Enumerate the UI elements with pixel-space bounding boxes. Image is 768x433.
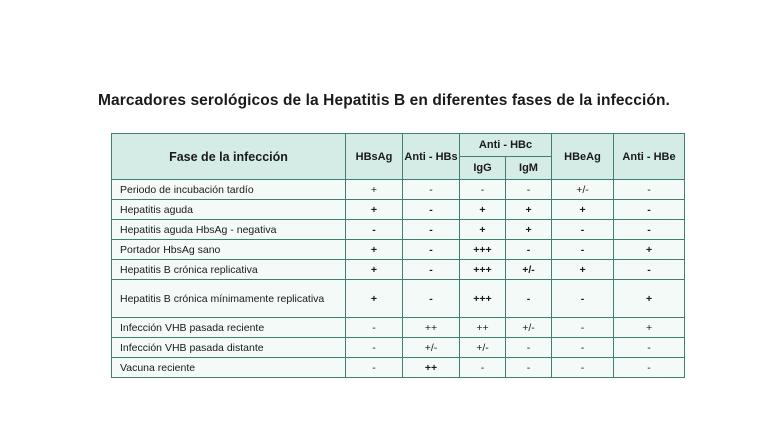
hbsag-cell: - bbox=[346, 358, 403, 378]
hbeag-cell: - bbox=[552, 358, 614, 378]
hbsag-cell: + bbox=[346, 260, 403, 280]
hbsag-cell: - bbox=[346, 338, 403, 358]
phase-cell: Hepatitis aguda HbsAg - negativa bbox=[112, 220, 346, 240]
phase-cell: Portador HbsAg sano bbox=[112, 240, 346, 260]
anti-hbs-cell: - bbox=[403, 200, 460, 220]
anti-hbs-cell: - bbox=[403, 280, 460, 318]
header-anti-hbs: Anti - HBs bbox=[403, 134, 460, 180]
anti-hbe-cell: - bbox=[614, 180, 685, 200]
anti-hbe-cell: - bbox=[614, 260, 685, 280]
hbeag-cell: - bbox=[552, 220, 614, 240]
anti-hbs-cell: - bbox=[403, 180, 460, 200]
igg-cell: +++ bbox=[460, 280, 506, 318]
table-row bbox=[112, 180, 685, 200]
header-phase: Fase de la infección bbox=[112, 134, 346, 180]
table-row bbox=[112, 260, 685, 280]
hbeag-cell: + bbox=[552, 200, 614, 220]
hbsag-cell: - bbox=[346, 220, 403, 240]
hbeag-cell: - bbox=[552, 338, 614, 358]
anti-hbe-cell: + bbox=[614, 280, 685, 318]
hbsag-cell: + bbox=[346, 240, 403, 260]
table-row bbox=[112, 318, 685, 338]
header-hbsag: HBsAg bbox=[346, 134, 403, 180]
hbeag-cell: - bbox=[552, 240, 614, 260]
anti-hbe-cell: + bbox=[614, 318, 685, 338]
hbsag-cell: + bbox=[346, 200, 403, 220]
header-igg: IgG bbox=[460, 157, 506, 180]
phase-cell: Hepatitis B crónica replicativa bbox=[112, 260, 346, 280]
table-row bbox=[112, 200, 685, 220]
phase-cell: Infección VHB pasada reciente bbox=[112, 318, 346, 338]
hbsag-cell: + bbox=[346, 280, 403, 318]
anti-hbs-cell: - bbox=[403, 240, 460, 260]
anti-hbe-cell: - bbox=[614, 220, 685, 240]
header-anti-hbc: Anti - HBc bbox=[460, 134, 552, 157]
igg-cell: - bbox=[460, 180, 506, 200]
igm-cell: - bbox=[506, 280, 552, 318]
hbeag-cell: - bbox=[552, 318, 614, 338]
page-title: Marcadores serológicos de la Hepatitis B en diferentes fases de la infección. bbox=[98, 92, 670, 109]
table-row bbox=[112, 280, 685, 318]
igm-cell: - bbox=[506, 358, 552, 378]
anti-hbe-cell: - bbox=[614, 358, 685, 378]
igm-cell: +/- bbox=[506, 260, 552, 280]
hbeag-cell: +/- bbox=[552, 180, 614, 200]
header-igm: IgM bbox=[506, 157, 552, 180]
igm-cell: +/- bbox=[506, 318, 552, 338]
igg-cell: ++ bbox=[460, 318, 506, 338]
igg-cell: - bbox=[460, 358, 506, 378]
igg-cell: + bbox=[460, 220, 506, 240]
igm-cell: - bbox=[506, 180, 552, 200]
igm-cell: - bbox=[506, 240, 552, 260]
table-row bbox=[112, 220, 685, 240]
igg-cell: + bbox=[460, 200, 506, 220]
igm-cell: + bbox=[506, 220, 552, 240]
anti-hbe-cell: - bbox=[614, 200, 685, 220]
header-anti-hbe: Anti - HBe bbox=[614, 134, 685, 180]
phase-cell: Periodo de incubación tardío bbox=[112, 180, 346, 200]
anti-hbs-cell: ++ bbox=[403, 358, 460, 378]
hbsag-cell: - bbox=[346, 318, 403, 338]
anti-hbe-cell: + bbox=[614, 240, 685, 260]
anti-hbs-cell: - bbox=[403, 220, 460, 240]
hbeag-cell: - bbox=[552, 280, 614, 318]
hbeag-cell: + bbox=[552, 260, 614, 280]
anti-hbs-cell: +/- bbox=[403, 338, 460, 358]
igg-cell: +++ bbox=[460, 240, 506, 260]
anti-hbs-cell: - bbox=[403, 260, 460, 280]
serology-table bbox=[111, 133, 685, 378]
table-row bbox=[112, 358, 685, 378]
anti-hbe-cell: - bbox=[614, 338, 685, 358]
anti-hbs-cell: ++ bbox=[403, 318, 460, 338]
phase-cell: Infección VHB pasada distante bbox=[112, 338, 346, 358]
phase-cell: Vacuna reciente bbox=[112, 358, 346, 378]
igg-cell: +/- bbox=[460, 338, 506, 358]
igg-cell: +++ bbox=[460, 260, 506, 280]
hbsag-cell: + bbox=[346, 180, 403, 200]
table-row bbox=[112, 338, 685, 358]
header-hbeag: HBeAg bbox=[552, 134, 614, 180]
igm-cell: - bbox=[506, 338, 552, 358]
table-row bbox=[112, 240, 685, 260]
phase-cell: Hepatitis aguda bbox=[112, 200, 346, 220]
phase-cell: Hepatitis B crónica mínimamente replicativa bbox=[112, 280, 346, 318]
igm-cell: + bbox=[506, 200, 552, 220]
